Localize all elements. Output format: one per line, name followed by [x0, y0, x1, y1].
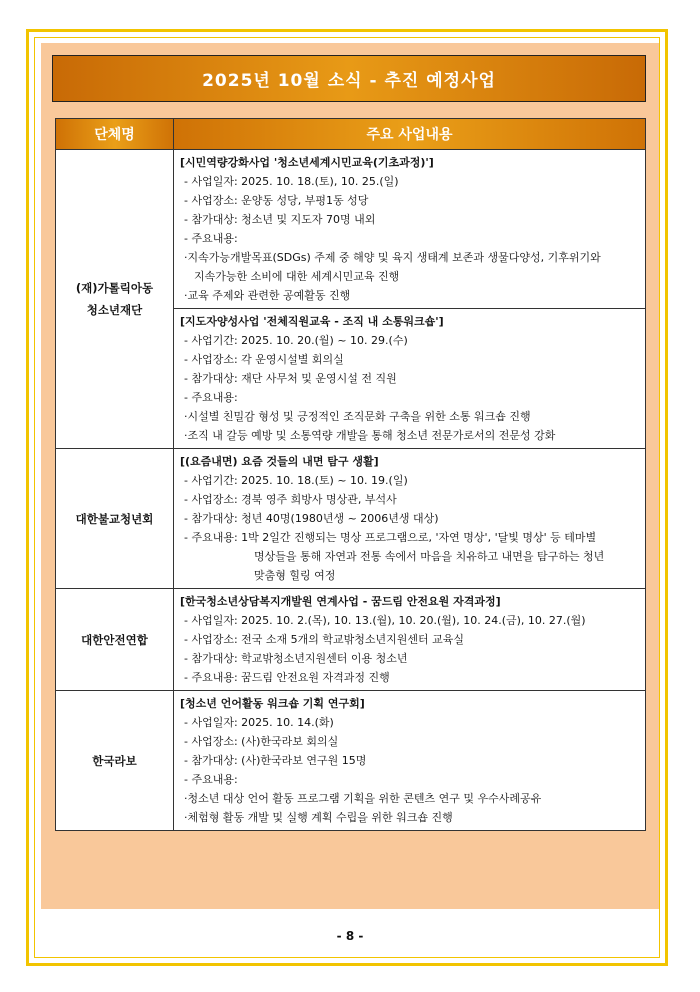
org-content — [174, 589, 646, 691]
program-section: [(요즘내면) 요즘 것들의 내면 탐구 생활] - 사업기간: 2025. 10. 18.(토) ~ 10. 19.(일) - 사업장소: 경북 영주 희방사 명상관, 부석사 - 참가대상: 청년 40명(1980년생 ~ 2006년생 대상) - 주요내용: 1박 2일간 진행되는 명상 프로그램으로, '자연 명상', '달빛 명상' 등 테마별 명상들을 통해 자연과 전통 속에서 마음을 치유하고 내면을 탐구하는 청년 맞춤형 힐링 여정 — [174, 449, 645, 588]
program-section: [청소년 언어활동 워크숍 기획 연구회] - 사업일자: 2025. 10. 14.(화) - 사업장소: (사)한국라보 회의실 - 참가대상: (사)한국라보 연구원 15명 - 주요내용: ·청소년 대상 언어 활동 프로그램 기획을 위한 콘텐츠 연구 및 우수사례공유 ·체험형 활동 개발 및 실행 계획 수립을 위한 워크숍 진행 — [174, 691, 645, 830]
page-title: 2025년 10월 소식 - 추진 예정사업 — [52, 55, 646, 102]
org-name: 대한안전연합 — [56, 589, 174, 691]
program-section: [한국청소년상담복지개발원 연계사업 - 꿈드림 안전요원 자격과정] - 사업일자: 2025. 10. 2.(목), 10. 13.(월), 10. 20.(월), 10. 24.(금), 10. 27.(월) - 사업장소: 전국 소재 5개의 학교밖청소년지원센터 교육실 - 참가대상: 학교밖청소년지원센터 이용 청소년 - 주요내용: 꿈드림 안전요원 자격과정 진행 — [174, 589, 645, 690]
org-content — [174, 691, 646, 831]
org-name: 대한불교청년회 — [56, 449, 174, 589]
program-section: [지도자양성사업 '전체직원교육 - 조직 내 소통워크숍'] - 사업기간: 2025. 10. 20.(월) ~ 10. 29.(수) - 사업장소: 각 운영시설별 회의실 - 참가대상: 재단 사무처 및 운영시설 전 직원 - 주요내용: ·시설별 친밀감 형성 및 긍정적인 조직문화 구축을 위한 소통 워크숍 진행 ·조직 내 갈등 예방 및 소통역량 개발을 통해 청소년 전문가로서의 전문성 강화 — [174, 308, 645, 448]
header-org: 단체명 — [56, 119, 174, 150]
org-content — [174, 150, 646, 449]
schedule-table — [55, 118, 646, 831]
org-name: (재)가톨릭아동 청소년재단 — [56, 150, 174, 449]
program-title: [청소년 언어활동 워크숍 기획 연구회] — [180, 697, 365, 710]
table-header-row — [56, 119, 646, 150]
org-content — [174, 449, 646, 589]
table-row — [56, 691, 646, 831]
table-row — [56, 449, 646, 589]
org-name: 한국라보 — [56, 691, 174, 831]
table-row — [56, 589, 646, 691]
program-title: [한국청소년상담복지개발원 연계사업 - 꿈드림 안전요원 자격과정] — [180, 595, 501, 608]
program-title: [지도자양성사업 '전체직원교육 - 조직 내 소통워크숍'] — [180, 315, 444, 328]
program-title: [(요즘내면) 요즘 것들의 내면 탐구 생활] — [180, 455, 379, 468]
program-section: [시민역량강화사업 '청소년세계시민교육(기초과정)'] - 사업일자: 2025. 10. 18.(토), 10. 25.(일) - 사업장소: 운양동 성당, 부평1동 성당 - 참가대상: 청소년 및 지도자 70명 내외 - 주요내용: ·지속가능개발목표(SDGs) 주제 중 해양 및 육지 생태계 보존과 생물다양성, 기후위기와 지속가능한 소비에 대한 세계시민교육 진행 ·교육 주제와 관련한 공예활동 진행 — [174, 150, 645, 308]
table-row — [56, 150, 646, 449]
program-title: [시민역량강화사업 '청소년세계시민교육(기초과정)'] — [180, 156, 434, 169]
page-number: - 8 - — [336, 929, 364, 943]
header-content: 주요 사업내용 — [174, 119, 646, 150]
